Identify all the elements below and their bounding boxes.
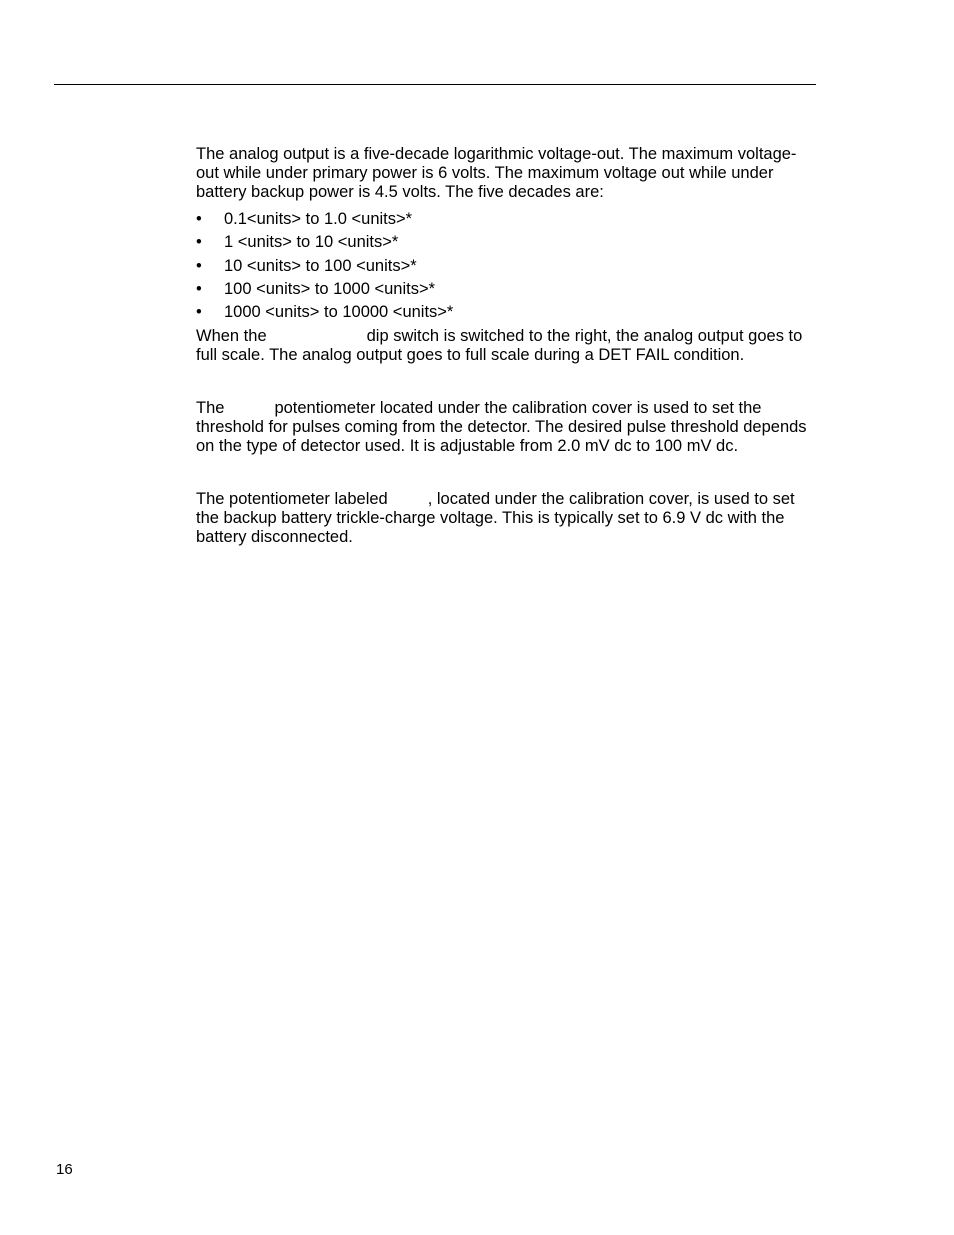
battery-lead: The potentiometer labeled — [196, 490, 388, 509]
decade-text: 1000 <units> to 10000 <units>* — [224, 303, 454, 322]
bullet-icon: • — [196, 279, 202, 298]
analog-output-intro: The analog output is a five-decade logarithmic voltage-out. The maximum voltage-out while under primary power is 6 volts. The maximum voltage out while under battery backup power is 4.5 volts. The five decades are: — [196, 145, 797, 201]
decade-text: 10 <units> to 100 <units>* — [224, 256, 417, 275]
bullet-icon: • — [196, 303, 202, 322]
dip-switch-lead: When the — [196, 327, 267, 346]
bullet-icon: • — [196, 233, 202, 252]
threshold-text: potentiometer located under the calibration cover is used to set the threshold for pulses coming from the detector. The desired pulse threshold depends on the type of detector used. It is adjustable from 2.0 mV dc to 100 mV dc. — [196, 399, 807, 456]
page-body — [196, 145, 816, 547]
list-item — [196, 233, 816, 252]
dip-switch-text: dip switch is switched to the right, the analog output goes to full scale. The analog output goes to full scale during a DET FAIL condition. — [196, 327, 803, 365]
list-item — [196, 257, 816, 276]
bullet-icon: • — [196, 256, 202, 275]
decade-text: 0.1<units> to 1.0 <units>* — [224, 210, 413, 228]
decades-list — [196, 210, 816, 322]
list-item — [196, 303, 816, 322]
page-number: 16 — [56, 1161, 73, 1178]
threshold-lead: The — [196, 399, 225, 418]
battery-text: , located under the calibration cover, is used to set the backup battery trickle-charge voltage. This is typically set to 6.9 V dc with the battery disconnected. — [196, 490, 795, 547]
list-item — [196, 280, 816, 299]
decade-text: 100 <units> to 1000 <units>* — [224, 279, 436, 298]
header-rule — [54, 84, 816, 85]
bullet-icon: • — [196, 210, 202, 228]
threshold-paragraph — [196, 399, 816, 456]
dip-switch-paragraph — [196, 327, 816, 365]
battery-paragraph — [196, 490, 816, 547]
decade-text: 1 <units> to 10 <units>* — [224, 233, 399, 252]
list-item — [196, 210, 816, 229]
